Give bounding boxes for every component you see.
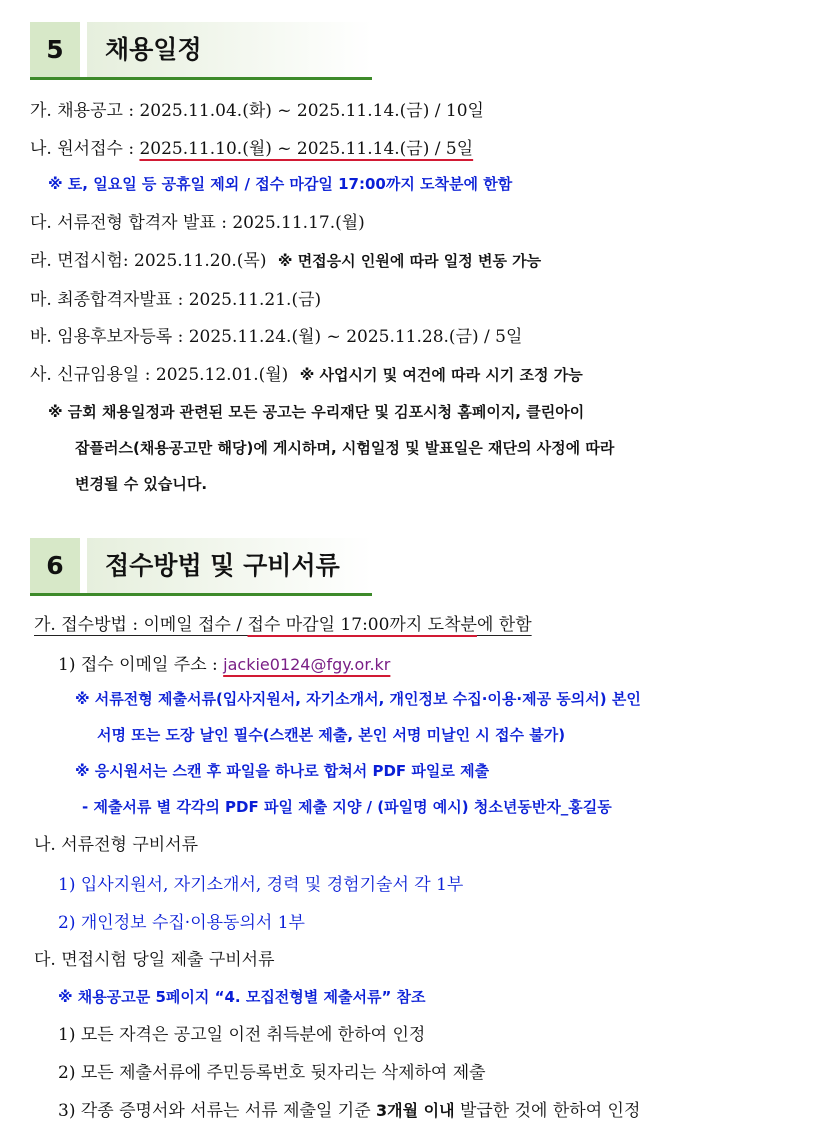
interview-documents-item-3 (58, 1096, 640, 1121)
schedule-interview (30, 246, 541, 271)
interview-documents-item-3-period: 3개월 이내 (376, 1101, 455, 1120)
schedule-application-dates: 2025.11.10.(월) ~ 2025.11.14.(금) / 5일 (139, 139, 474, 159)
application-method-suffix: 에 한함 (476, 615, 532, 635)
interview-documents-heading: 다. 면접시험 당일 제출 구비서류 (34, 950, 275, 970)
interview-documents-item-2: 2) 모든 제출서류에 주민등록번호 뒷자리는 삭제하여 제출 (58, 1063, 486, 1083)
schedule-announcement: 가. 채용공고 : 2025.11.04.(화) ~ 2025.11.14.(금) / 10일 (30, 101, 484, 121)
section-5-underline-bar (30, 77, 372, 80)
interview-documents-note: ※ 채용공고문 5페이지 “4. 모집전형별 제출서류” 참조 (58, 988, 426, 1006)
application-note-pdf: ※ 응시원서는 스캔 후 파일을 하나로 합쳐서 PDF 파일로 제출 (75, 762, 490, 780)
application-method-label: 가. 접수방법 : 이메일 접수 / (34, 615, 248, 635)
schedule-application-note: ※ 토, 일요일 등 공휴일 제외 / 접수 마감일 17:00까지 도착분에 한함 (48, 175, 513, 193)
schedule-notice-line-3: 변경될 수 있습니다. (75, 475, 208, 493)
schedule-application (30, 134, 473, 159)
application-method (34, 610, 532, 635)
section-5-title: 채용일정 (87, 22, 372, 77)
section-6-number: 6 (30, 538, 80, 593)
application-email-label: 1) 접수 이메일 주소 : (58, 655, 224, 675)
interview-documents-item-1: 1) 모든 자격은 공고일 이전 취득분에 한하여 인정 (58, 1025, 426, 1045)
schedule-appointment-note: ※ 사업시기 및 여건에 따라 시기 조정 가능 (299, 366, 583, 384)
schedule-appointment-label: 사. 신규임용일 : 2025.12.01.(월) (30, 365, 289, 385)
schedule-interview-note: ※ 면접응시 인원에 따라 일정 변동 가능 (277, 252, 542, 270)
application-email-link[interactable]: jackie0124@fgy.or.kr (223, 655, 391, 674)
documents-item-1: 1) 입사지원서, 자기소개서, 경력 및 경험기술서 각 1부 (58, 875, 464, 895)
schedule-interview-label: 라. 면접시험: 2025.11.20.(목) (30, 251, 267, 271)
section-6-underline-bar (30, 593, 372, 596)
schedule-notice-line-2: 잡플러스(채용공고만 해당)에 게시하며, 시험일정 및 발표일은 재단의 사정에 따라 (75, 439, 615, 457)
application-email-line (58, 650, 390, 675)
schedule-notice-line-1: ※ 금회 채용일정과 관련된 모든 공고는 우리재단 및 김포시청 홈페이지, 클린아이 (48, 403, 585, 421)
section-6-header (30, 538, 372, 593)
section-5-header (30, 22, 372, 77)
schedule-final-result: 마. 최종합격자발표 : 2025.11.21.(금) (30, 290, 322, 310)
application-note-signature-1: ※ 서류전형 제출서류(입사지원서, 자기소개서, 개인정보 수집·이용·제공 동의서) 본인 (75, 690, 641, 708)
schedule-registration: 바. 임용후보자등록 : 2025.11.24.(월) ~ 2025.11.28.(금) / 5일 (30, 327, 523, 347)
interview-documents-item-3-prefix: 3) 각종 증명서와 서류는 서류 제출일 기준 (58, 1101, 377, 1121)
schedule-application-label: 나. 원서접수 : (30, 139, 140, 159)
interview-documents-item-3-suffix: 발급한 것에 한하여 인정 (454, 1101, 641, 1121)
documents-heading: 나. 서류전형 구비서류 (34, 835, 199, 855)
schedule-document-result: 다. 서류전형 합격자 발표 : 2025.11.17.(월) (30, 213, 365, 233)
application-note-filename: - 제출서류 별 각각의 PDF 파일 제출 지양 / (파일명 예시) 청소년동반자_홍길동 (82, 798, 612, 816)
application-deadline: 접수 마감일 17:00까지 도착분 (247, 615, 477, 635)
schedule-appointment (30, 360, 583, 385)
section-5-number: 5 (30, 22, 80, 77)
section-6-title: 접수방법 및 구비서류 (87, 538, 372, 593)
documents-item-2: 2) 개인정보 수집·이용동의서 1부 (58, 913, 305, 933)
application-note-signature-2: 서명 또는 도장 날인 필수(스캔본 제출, 본인 서명 미날인 시 접수 불가) (97, 726, 566, 744)
